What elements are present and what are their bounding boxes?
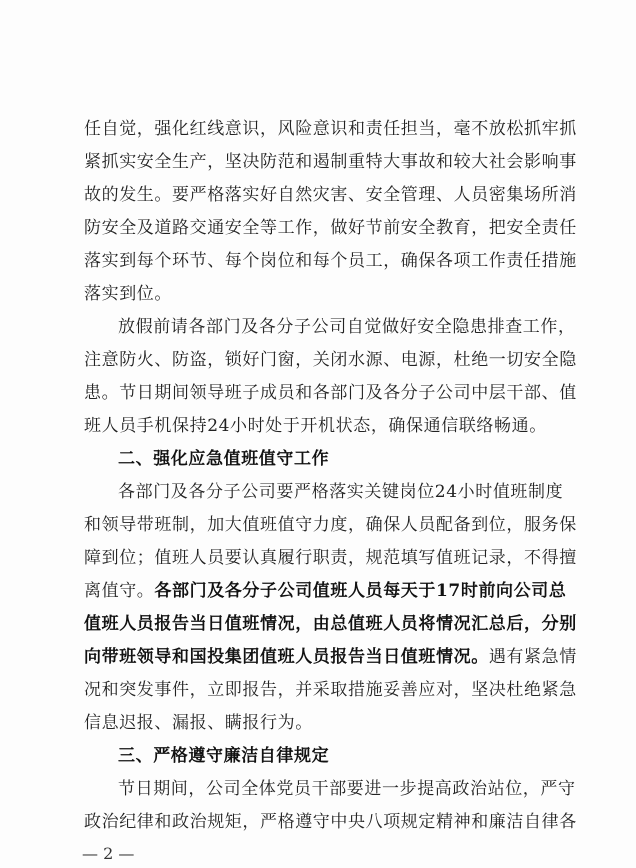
paragraph-line: 防安全及道路交通安全等工作，做好节前安全教育，把安全责任: [84, 218, 577, 238]
paragraph-line: 放假前请各部门及各分子公司自觉做好安全隐患排查工作，: [118, 317, 576, 337]
normal-text: 遇有紧急情: [488, 647, 577, 667]
bold-text: 各部门及各分子公司值班人员每天于17时前向公司总: [154, 581, 567, 601]
paragraph-line: 患。节日期间领导班子成员和各部门及各分子公司中层干部、值: [84, 383, 577, 403]
section-heading-3: 三、严格遵守廉洁自律规定: [118, 746, 330, 766]
paragraph-line: 各部门及各分子公司要严格落实关键岗位24小时值班制度: [118, 482, 564, 502]
paragraph-line-bold: 值班人员报告当日值班情况，由总值班人员将情况汇总后，分别: [84, 614, 577, 634]
normal-text: 离值守。: [84, 581, 155, 601]
paragraph-line: 和领导带班制，加大值班值守力度，确保人员配备到位，服务保: [84, 515, 577, 535]
paragraph-line: 班人员手机保持24小时处于开机状态，确保通信联络畅通。: [84, 416, 547, 436]
paragraph-line: 况和突发事件，立即报告，并采取措施妥善应对，坚决杜绝紧急: [84, 680, 577, 700]
page-number: — 2 —: [82, 844, 135, 863]
paragraph-line: [84, 580, 567, 602]
paragraph-line: [84, 646, 577, 668]
paragraph-line: 障到位；值班人员要认真履行职责，规范填写值班记录，不得擅: [84, 548, 577, 568]
paragraph-line: 注意防火、防盗，锁好门窗，关闭水源、电源，杜绝一切安全隐: [84, 350, 577, 370]
paragraph-line: 政治纪律和政治规矩，严格遵守中央八项规定精神和廉洁自律各: [84, 812, 577, 832]
paragraph-line: 紧抓实安全生产，坚决防范和遏制重特大事故和较大社会影响事: [84, 152, 577, 172]
paragraph-line: 任自觉，强化红线意识，风险意识和责任担当，毫不放松抓牢抓: [84, 119, 577, 139]
paragraph-line: 信息迟报、漏报、瞒报行为。: [84, 713, 313, 733]
paragraph-line: 节日期间，公司全体党员干部要进一步提高政治站位，严守: [118, 779, 576, 799]
paragraph-line: 故的发生。要严格落实好自然灾害、安全管理、人员密集场所消: [84, 185, 577, 205]
paragraph-line: 落实到每个环节、每个岗位和每个员工，确保各项工作责任措施: [84, 251, 577, 271]
bold-text: 向带班领导和国投集团值班人员报告当日值班情况。: [84, 647, 489, 667]
section-heading-2: 二、强化应急值班值守工作: [118, 449, 330, 469]
paragraph-line: 落实到位。: [84, 284, 172, 304]
